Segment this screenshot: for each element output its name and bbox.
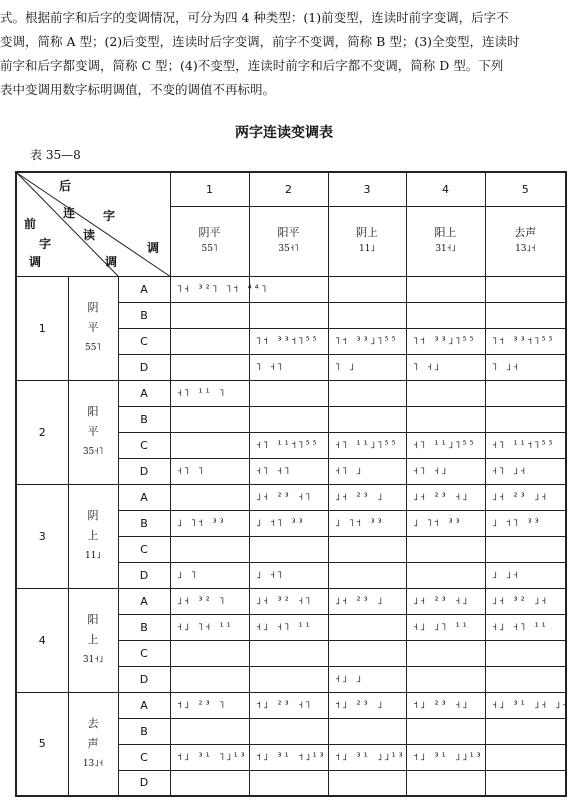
- corner-label-qian: 前: [24, 217, 37, 231]
- tone-pattern-cell: ˩˧ ²³ ˧˩: [406, 588, 485, 614]
- tone-pattern-cell: [170, 432, 249, 458]
- tone-pattern-cell: [328, 406, 406, 432]
- group-tone-tone-b: 声: [87, 736, 99, 750]
- tone-sandhi-table: [15, 171, 567, 797]
- group-tone-tone-b: 平: [87, 321, 99, 334]
- group-tone-value: 31˧˩: [82, 655, 104, 665]
- tone-pattern-cell: [406, 380, 485, 406]
- sandhi-type-label: A: [118, 276, 170, 302]
- sandhi-type-label: B: [118, 614, 170, 640]
- group-tone: [68, 484, 118, 588]
- tone-pattern-cell: [485, 276, 566, 302]
- group-tone: [68, 380, 118, 484]
- table-row: [16, 588, 566, 614]
- table-number: 表 35—8: [30, 148, 81, 162]
- tone-pattern-cell: ˥ ˩˧: [485, 354, 566, 380]
- tone-pattern-cell: [406, 536, 485, 562]
- tone-pattern-cell: ˩ ˥˦ ³³: [328, 510, 406, 536]
- table-body: [16, 276, 569, 796]
- tone-pattern-cell: [328, 536, 406, 562]
- tone-pattern-cell: ˧˥ ˧˩: [406, 458, 485, 484]
- column-tone-name: 阳平: [277, 226, 300, 239]
- group-tone-tone-a: 阴: [87, 301, 99, 314]
- column-tone-name: 阴上: [356, 226, 378, 239]
- group-tone-value: 35˧˥: [82, 447, 104, 457]
- column-number: 1: [170, 172, 249, 206]
- group-tone: [68, 276, 118, 380]
- column-tone-value: 35˧˥: [278, 244, 299, 254]
- tone-pattern-cell: [170, 302, 249, 328]
- tone-pattern-cell: ˧˥ ¹¹˦˥⁵⁵: [249, 432, 328, 458]
- group-tone: [68, 692, 118, 796]
- tone-pattern-cell: ˧˩ ˧˥ ¹¹: [485, 614, 566, 640]
- tone-pattern-cell: ˧˥ ¹¹˩˥⁵⁵: [406, 432, 485, 458]
- tone-pattern-cell: [485, 302, 566, 328]
- corner-label-hou: 后: [59, 179, 72, 193]
- group-tone-value: 11˩: [85, 551, 101, 561]
- tone-pattern-cell: ˧˩ ˧˥ ¹¹: [249, 614, 328, 640]
- tone-pattern-cell: ˧˥ ¹¹ ˥: [170, 380, 249, 406]
- tone-pattern-cell: [249, 666, 328, 692]
- sandhi-type-label: C: [118, 744, 170, 770]
- sandhi-type-label: D: [118, 458, 170, 484]
- tone-pattern-cell: ˧˩ ˩: [328, 666, 406, 692]
- tone-pattern-cell: [249, 536, 328, 562]
- tone-pattern-cell: ˦˩ ²³ ˧˥: [249, 692, 328, 718]
- tone-pattern-cell: ˦˩ ²³ ˩: [328, 692, 406, 718]
- tone-pattern-cell: [249, 406, 328, 432]
- group-tone-tone-b: 上: [87, 633, 99, 646]
- tone-pattern-cell: ˦˩ ³¹ ˦˩¹³: [249, 744, 328, 770]
- sandhi-type-label: B: [118, 510, 170, 536]
- tone-pattern-cell: [328, 614, 406, 640]
- tone-pattern-cell: ˩˧ ²³ ˩˧: [485, 484, 566, 510]
- tone-pattern-cell: [249, 302, 328, 328]
- tone-pattern-cell: ˧˥ ˩: [328, 458, 406, 484]
- group-tone: [68, 588, 118, 692]
- intro-paragraph: [0, 6, 568, 102]
- tone-pattern-cell: ˩ ˥˦ ³³: [406, 510, 485, 536]
- group-number: 1: [16, 276, 68, 380]
- column-tone-name: 去声: [514, 226, 537, 239]
- paragraph-line: 前字和后字都变调，简称 C 型；(4)不变型，连读时前字和后字都不变调，简称 D 型。下列: [0, 58, 504, 73]
- tone-pattern-cell: [328, 562, 406, 588]
- tone-pattern-cell: ˩ ˦˥ ³³: [249, 510, 328, 536]
- table-corner-header: [16, 172, 170, 276]
- group-number: 4: [16, 588, 68, 692]
- tone-pattern-cell: ˥ ˧˩: [406, 354, 485, 380]
- table-row: [16, 692, 566, 718]
- tone-pattern-cell: ˧˩ ˩˥ ¹¹: [406, 614, 485, 640]
- sandhi-type-label: A: [118, 588, 170, 614]
- tone-pattern-cell: ˦˩ ²³ ˥: [170, 692, 249, 718]
- tone-pattern-cell: [328, 640, 406, 666]
- corner-label-diao-c: 调: [147, 241, 160, 255]
- sandhi-type-label: B: [118, 406, 170, 432]
- tone-pattern-cell: [249, 718, 328, 744]
- column-tone-name: 阴平: [198, 226, 221, 239]
- tone-pattern-cell: ˩ ˦˥ ³³: [485, 510, 566, 536]
- tone-pattern-cell: ˧˥ ˧˥: [249, 458, 328, 484]
- paragraph-line: 表中变调用数字标明调值，不变的调值不再标明。: [0, 82, 276, 97]
- tone-pattern-cell: [406, 666, 485, 692]
- sandhi-type-label: C: [118, 640, 170, 666]
- paragraph-line: 变调，简称 A 型；(2)后变型，连读时后字变调，前字不变调，简称 B 型；(3)全变型，连读时: [0, 34, 520, 49]
- sandhi-type-label: D: [118, 666, 170, 692]
- tone-pattern-cell: [249, 640, 328, 666]
- tone-pattern-cell: ˦˩ ³¹ ˩˩¹³: [328, 744, 406, 770]
- sandhi-type-label: A: [118, 692, 170, 718]
- corner-label-zi-top: 字: [103, 209, 116, 223]
- group-tone-value: 55˥: [85, 343, 101, 353]
- sandhi-type-label: A: [118, 484, 170, 510]
- tone-pattern-cell: [485, 406, 566, 432]
- corner-label-diao-a: 调: [29, 255, 42, 269]
- tone-pattern-cell: [485, 536, 566, 562]
- sandhi-type-label: D: [118, 770, 170, 796]
- tone-pattern-cell: [170, 640, 249, 666]
- tone-pattern-cell: [249, 380, 328, 406]
- group-tone-tone-a: 阳: [87, 613, 99, 626]
- corner-label-lian: 连: [63, 206, 76, 220]
- sandhi-type-label: A: [118, 380, 170, 406]
- tone-pattern-cell: [406, 640, 485, 666]
- tone-pattern-cell: ˦˩ ³¹ ˩˩¹³: [406, 744, 485, 770]
- tone-pattern-cell: [406, 770, 485, 796]
- tone-pattern-cell: ˩ ˥˦ ³³: [170, 510, 249, 536]
- column-tone-header: [249, 206, 328, 276]
- column-number: 5: [485, 172, 566, 206]
- tone-pattern-cell: ˥ ˧˥: [249, 354, 328, 380]
- column-tone-value: 31˧˩: [435, 244, 456, 254]
- tone-pattern-cell: [328, 302, 406, 328]
- column-number: 4: [406, 172, 485, 206]
- tone-pattern-cell: ˩˧ ²³ ˩: [328, 588, 406, 614]
- tone-pattern-cell: [170, 484, 249, 510]
- tone-pattern-cell: ˥˦ ³³˦˥⁵⁵: [485, 328, 566, 354]
- group-tone-tone-b: 平: [87, 425, 99, 438]
- tone-pattern-cell: ˥˦ ³³˩˥⁵⁵: [328, 328, 406, 354]
- tone-pattern-cell: [485, 770, 566, 796]
- tone-pattern-cell: [406, 718, 485, 744]
- corner-label-diao-b: 调: [105, 255, 118, 269]
- tone-pattern-cell: ˥ ˩: [328, 354, 406, 380]
- table-title: 两字连读变调表: [235, 125, 333, 141]
- group-tone-tone-a: 阴: [87, 509, 99, 522]
- tone-pattern-cell: ˦˩ ³¹ ˥˩¹³: [170, 744, 249, 770]
- group-number: 3: [16, 484, 68, 588]
- tone-pattern-cell: ˥˧ ³²˥ ˥˦ ⁴⁴˥: [170, 276, 249, 302]
- tone-pattern-cell: ˦˩ ²³ ˧˩: [406, 692, 485, 718]
- tone-pattern-cell: [328, 770, 406, 796]
- column-tone-name: 阳上: [434, 226, 457, 239]
- tone-pattern-cell: [328, 380, 406, 406]
- sandhi-type-label: D: [118, 562, 170, 588]
- table-row: [16, 276, 566, 302]
- sandhi-type-label: C: [118, 432, 170, 458]
- tone-pattern-cell: ˥˦ ³³˦˥⁵⁵: [249, 328, 328, 354]
- paragraph-line: 式。根据前字和后字的变调情况，可分为四 4 种类型：(1)前变型，连读时前字变调，后字不: [0, 10, 509, 25]
- sandhi-type-label: B: [118, 718, 170, 744]
- column-tone-value: 13˩˧: [515, 244, 536, 254]
- tone-pattern-cell: [328, 276, 406, 302]
- table-row: [16, 380, 566, 406]
- table-row: [16, 484, 566, 510]
- column-tone-header: [485, 206, 566, 276]
- column-tone-header: [406, 206, 485, 276]
- tone-pattern-cell: [406, 276, 485, 302]
- tone-pattern-cell: [406, 562, 485, 588]
- tone-pattern-cell: ˧˩ ˥˧ ¹¹: [170, 614, 249, 640]
- tone-pattern-cell: [170, 718, 249, 744]
- tone-pattern-cell: ˧˩ ³¹ ˩˧ ˩˧: [485, 692, 566, 718]
- tone-pattern-cell: ˩ ˥: [170, 562, 249, 588]
- column-tone-header: [328, 206, 406, 276]
- tone-pattern-cell: [406, 302, 485, 328]
- corner-label-du: 读: [83, 228, 96, 242]
- tone-pattern-cell: [485, 640, 566, 666]
- group-number: 2: [16, 380, 68, 484]
- tone-pattern-cell: [485, 380, 566, 406]
- tone-pattern-cell: ˧˥ ¹¹˦˥⁵⁵: [485, 432, 566, 458]
- tone-pattern-cell: ˩˧ ³² ˩˧: [485, 588, 566, 614]
- tone-pattern-cell: [170, 536, 249, 562]
- group-tone-tone-a: 阳: [87, 405, 99, 418]
- tone-pattern-cell: ˩ ˧˥: [249, 562, 328, 588]
- tone-pattern-cell: ˥˦ ³³˩˥⁵⁵: [406, 328, 485, 354]
- sandhi-type-label: D: [118, 354, 170, 380]
- tone-pattern-cell: ˩˧ ³² ˧˥: [249, 588, 328, 614]
- tone-pattern-cell: [485, 666, 566, 692]
- tone-pattern-cell: [406, 406, 485, 432]
- tone-pattern-cell: [170, 770, 249, 796]
- column-number: 2: [249, 172, 328, 206]
- tone-pattern-cell: [170, 354, 249, 380]
- column-tone-value: 55˥: [201, 244, 218, 254]
- group-tone-tone-a: 去: [87, 716, 99, 730]
- tone-pattern-cell: ˩˧ ²³ ˧˥: [249, 484, 328, 510]
- tone-pattern-cell: [249, 770, 328, 796]
- tone-pattern-cell: ˧˥ ˥: [170, 458, 249, 484]
- tone-pattern-cell: [485, 744, 566, 770]
- column-tone-header: [170, 206, 249, 276]
- sandhi-type-label: C: [118, 328, 170, 354]
- group-number: 5: [16, 692, 68, 796]
- tone-pattern-cell: [170, 666, 249, 692]
- tone-pattern-cell: ˩˧ ²³ ˩: [328, 484, 406, 510]
- tone-pattern-cell: ˧˥ ¹¹˩˥⁵⁵: [328, 432, 406, 458]
- tone-pattern-cell: ˩˧ ²³ ˧˩: [406, 484, 485, 510]
- tone-pattern-cell: ˩˧ ³² ˥: [170, 588, 249, 614]
- tone-pattern-cell: [170, 406, 249, 432]
- group-tone-value: 13˩˧: [82, 758, 104, 769]
- tone-pattern-cell: [328, 718, 406, 744]
- sandhi-type-label: B: [118, 302, 170, 328]
- tone-pattern-cell: [485, 718, 566, 744]
- corner-label-zi-left: 字: [39, 237, 52, 251]
- column-tone-value: 11˩: [359, 244, 375, 254]
- group-tone-tone-b: 上: [87, 529, 99, 542]
- tone-pattern-cell: [170, 328, 249, 354]
- sandhi-type-label: C: [118, 536, 170, 562]
- column-number: 3: [328, 172, 406, 206]
- tone-pattern-cell: ˩ ˩˧: [485, 562, 566, 588]
- tone-pattern-cell: ˧˥ ˩˧: [485, 458, 566, 484]
